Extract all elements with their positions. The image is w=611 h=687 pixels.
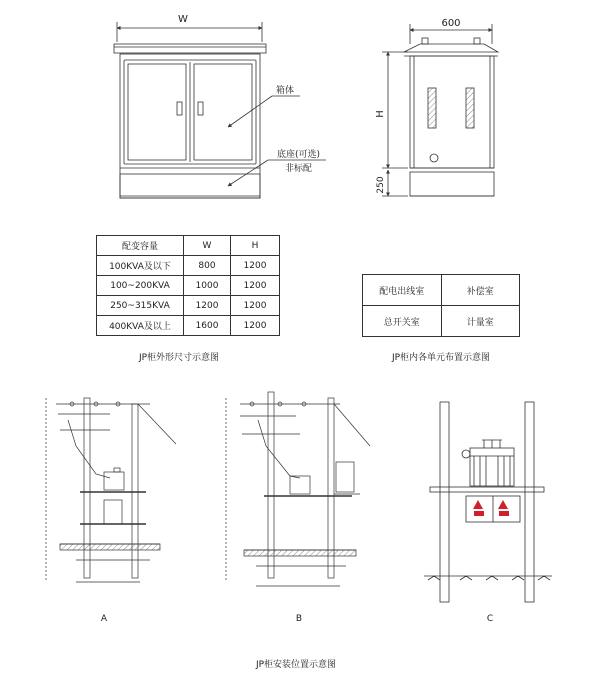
side-view [382, 24, 498, 196]
front-dim-label: W [178, 14, 188, 25]
install-label-c: C [486, 614, 494, 624]
table-row [363, 306, 520, 337]
table-row [363, 275, 520, 306]
table-header: 配变容量 [97, 236, 184, 256]
table-cell: 1000 [184, 276, 231, 296]
table-cell: 1200 [231, 316, 280, 336]
table-cell: 100KVA及以下 [97, 256, 184, 276]
table-cell: 100~200KVA [97, 276, 184, 296]
install-label-b: B [295, 614, 303, 624]
table-header: H [231, 236, 280, 256]
table-cell: 800 [184, 256, 231, 276]
caption-size: JP柜外形尺寸示意图 [138, 353, 220, 363]
side-dim-height: H [375, 110, 386, 118]
table-cell: 计量室 [441, 306, 520, 337]
callout-base-label: 底座(可选) [277, 150, 321, 160]
callout-base-note: 非标配 [285, 164, 313, 174]
side-dim-width: 600 [441, 18, 461, 29]
table-header: W [184, 236, 231, 256]
warning-sign [474, 511, 484, 516]
table-cell: 1200 [184, 296, 231, 316]
install-diagram-b [226, 392, 370, 586]
table-cell: 补偿室 [441, 275, 520, 306]
caption-layout: JP柜内各单元布置示意图 [391, 353, 491, 363]
warning-icon [498, 500, 508, 509]
table-row [97, 276, 280, 296]
warning-sign [499, 511, 509, 516]
caption-install: JP柜安装位置示意图 [255, 660, 337, 670]
table-cell: 1200 [231, 276, 280, 296]
table-cell: 250~315KVA [97, 296, 184, 316]
size-table [96, 235, 280, 336]
warning-icon [473, 500, 483, 509]
table-cell: 400KVA及以上 [97, 316, 184, 336]
install-diagram-c [424, 402, 552, 602]
table-row [97, 296, 280, 316]
table-cell: 1200 [231, 256, 280, 276]
install-diagram-a [46, 398, 176, 582]
table-row [97, 316, 280, 336]
unit-layout-table [362, 274, 520, 337]
table-row [97, 256, 280, 276]
table-cell: 1200 [231, 296, 280, 316]
install-label-a: A [100, 614, 108, 624]
callout-box-label: 箱体 [276, 86, 295, 96]
table-cell: 配电出线室 [363, 275, 442, 306]
table-cell: 总开关室 [363, 306, 442, 337]
table-cell: 1600 [184, 316, 231, 336]
side-dim-base: 250 [376, 176, 386, 194]
table-header-row [97, 236, 280, 256]
